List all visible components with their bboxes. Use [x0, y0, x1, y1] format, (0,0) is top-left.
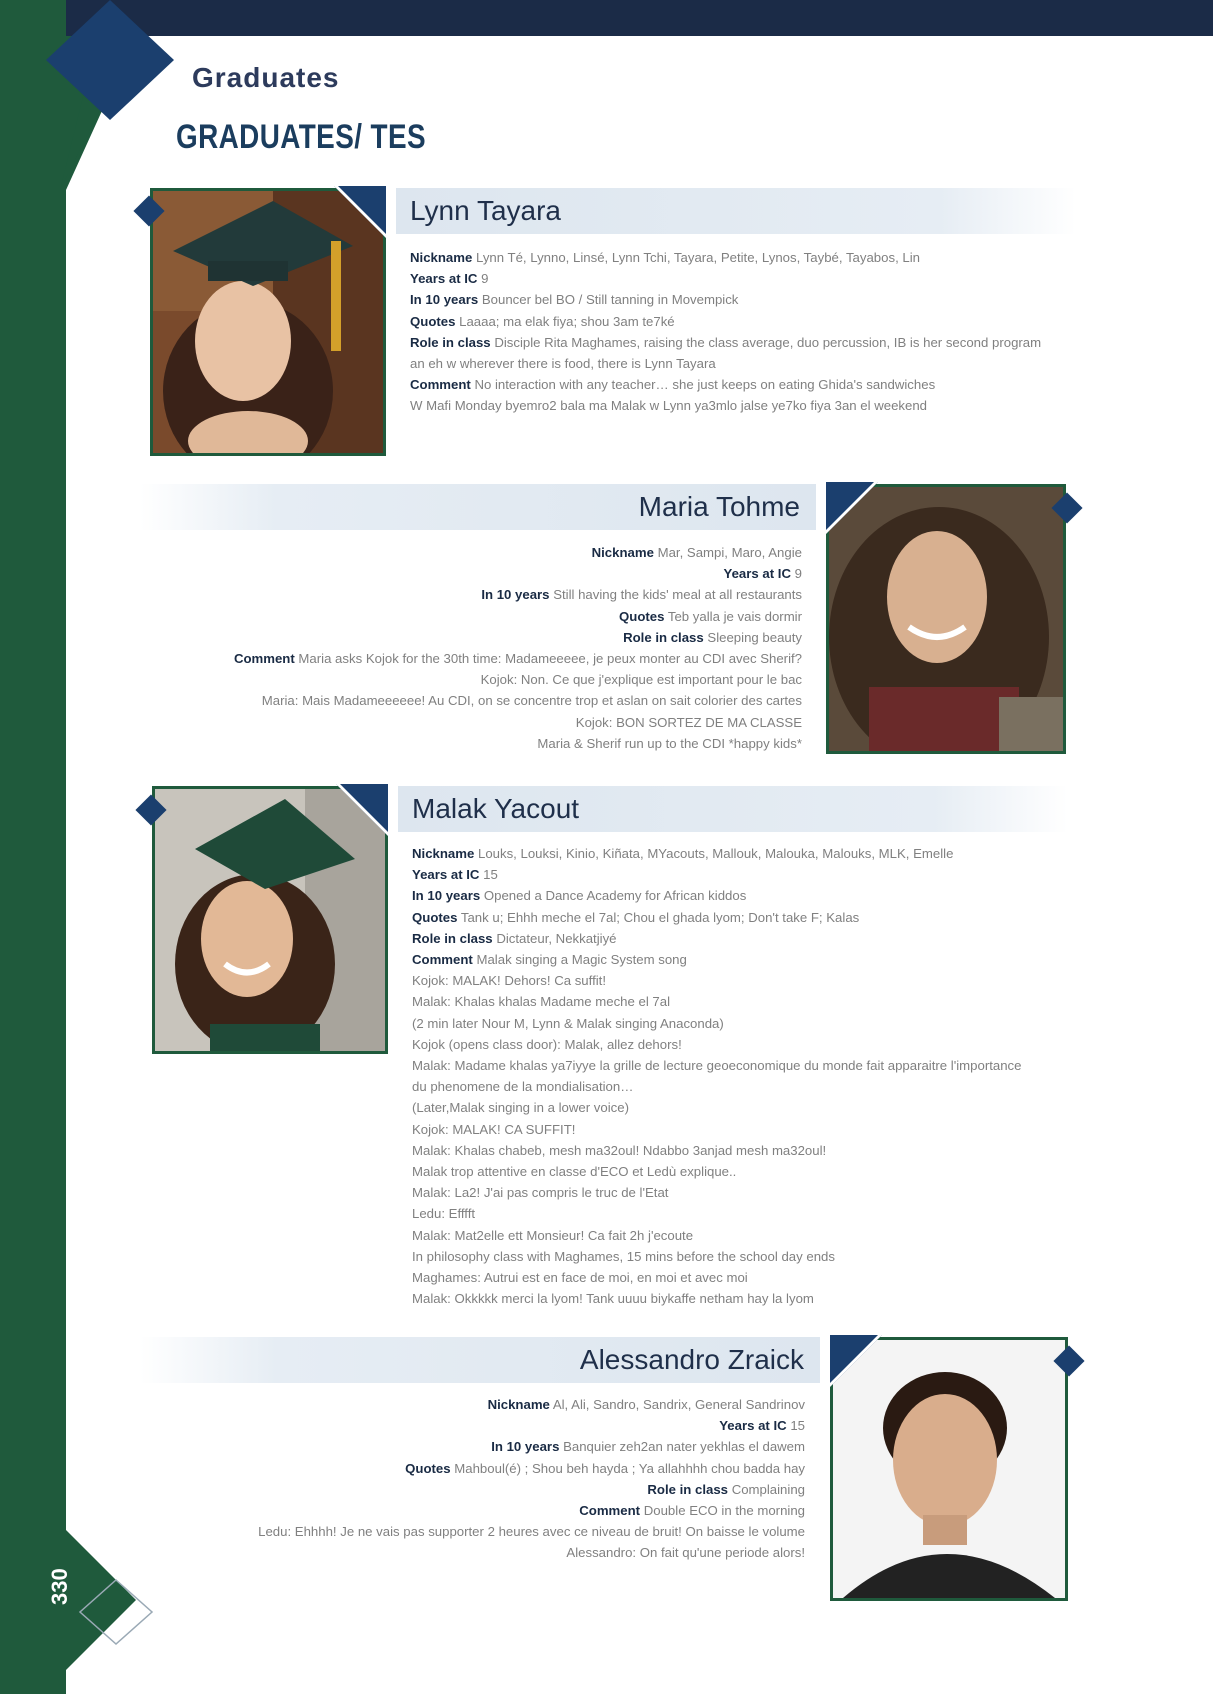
subsection-title: GRADUATES/ TES — [176, 118, 426, 156]
student-info-lynn: Nickname Lynn Té, Lynno, Linsé, Lynn Tchi, Tayara, Petite, Lynos, Taybé, Tayabos, Lin Years at IC 9 In 10 years Bouncer bel BO / Still tanning in Movempick Quotes Laaaa; ma elak fiya; shou 3am te7ké Role in class Disciple Rita Maghames, raising the class average, duo percussion, IB is her second program an eh w wherever there is food, there is Lynn Tayara Comment No interaction with any teacher… she just keeps on eating Ghida's sandwiches W Mafi Monday byemro2 bala ma Malak w Lynn ya3mlo jalse ye7ko fiya 3an el weekend — [410, 250, 1042, 414]
section-title: Graduates — [192, 62, 340, 93]
photo-corner-triangle — [826, 482, 878, 534]
photo-corner-triangle — [336, 784, 388, 836]
photo-corner-triangle — [334, 186, 386, 238]
page-number: 330 — [47, 1568, 72, 1605]
student-name-bar — [396, 188, 1076, 234]
student-info-malak: Nickname Louks, Louksi, Kinio, Kiñata, MYacouts, Mallouk, Malouka, Malouks, MLK, Emelle Years at IC 15 In 10 years Opened a Dance Academy for African kiddos Quotes Tank u; Ehhh meche el 7al; Chou el ghada lyom; Don't take F; Kalas Role in class Dictateur, Nekkatjiyé Comment Malak singing a Magic System song Kojok: MALAK! Dehors! Ca suffit! Malak: Khalas khalas Madame meche el 7al (2 min later Nour M, Lynn & Malak singing Anaconda) Kojok (opens class door): Malak, allez dehors! Malak: Madame khalas ya7iyye la grille de lecture geoeconomique du monde fait apparaitre l'importance du phenomene de la mondialisation… (Later,Malak singing in a lower voice) Kojok: MALAK! CA SUFFIT! Malak: Khalas chabeb, mesh ma32oul! Ndabbo 3anjad mesh ma32oul! Malak trop attentive en classe d'ECO et Ledù explique.. Malak: La2! J'ai pas compris le truc de l'Etat Ledu: Efffft Malak: Mat2elle ett Monsieur! Ca fait 2h j'ecoute In philosophy class with Maghames, 15 mins before the school day ends Maghames: Autrui est en face de moi, en moi et avec moi Malak: Okkkkk merci la lyom! Tank uuuu biykaffe netham hay la lyom — [412, 846, 1022, 1307]
student-name: Maria Tohme — [638, 491, 800, 522]
student-info-alessandro: Nickname Al, Ali, Sandro, Sandrix, General Sandrinov Years at IC 15 In 10 years Banquier zeh2an nater yekhlas el dawem Quotes Mahboul(é) ; Shou beh hayda ; Ya allahhhh chou badda hay Role in class Complaining Comment Double ECO in the morning Ledu: Ehhhh! Je ne vais pas supporter 2 heures avec ce niveau de bruit! On baisse le volume Alessandro: On fait qu'une periode alors! — [258, 1397, 805, 1561]
student-name: Lynn Tayara — [410, 195, 561, 226]
student-name: Malak Yacout — [412, 793, 580, 824]
student-name-bar — [140, 484, 816, 530]
student-name: Alessandro Zraick — [579, 1344, 804, 1375]
student-name-bar — [140, 1337, 820, 1383]
student-name-bar — [398, 786, 1068, 832]
student-info-maria: Nickname Mar, Sampi, Maro, Angie Years at IC 9 In 10 years Still having the kids' meal at all restaurants Quotes Teb yalla je vais dormir Role in class Sleeping beauty Comment Maria asks Kojok for the 30th time: Madameeeee, je peux monter au CDI avec Sherif? Kojok: Non. Ce que j'explique est important pour le bac Maria: Mais Madameeeeee! Au CDI, on se concentre trop et aslan on sait colorier des cartes Kojok: BON SORTEZ DE MA CLASSE Maria & Sherif run up to the CDI *happy kids* — [233, 545, 802, 751]
photo-corner-triangle — [830, 1335, 882, 1387]
